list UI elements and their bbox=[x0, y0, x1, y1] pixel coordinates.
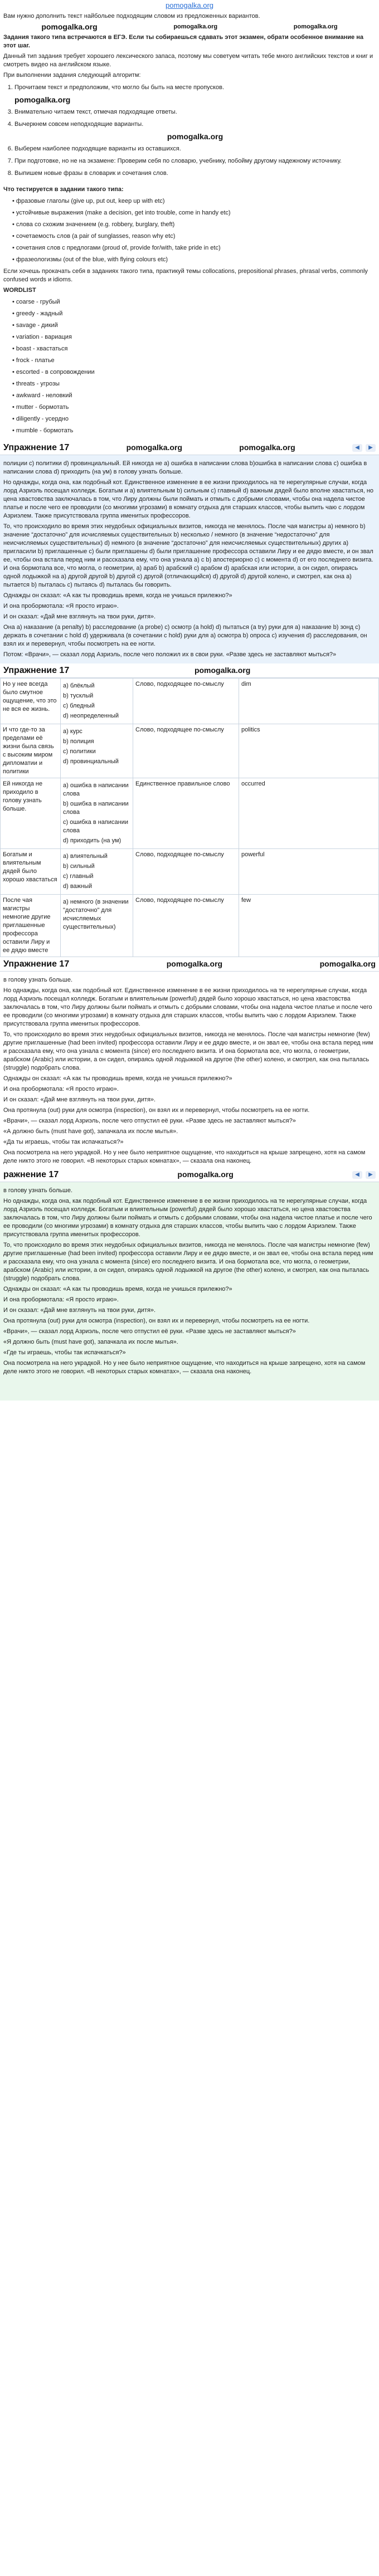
watermark: pomogalka.org bbox=[41, 22, 98, 31]
option-item: c) ошибка в написании слова bbox=[63, 819, 129, 834]
exercise-text: То, что происходило во время этих неудобных официальных визитов, никогда не менялось. После чая магистры немногие (few) другие приглашенные (had been invited) профессора оставили Лиру и ее дядю вместе, и он звал ее, чтобы она встала перед ним и рассказала ему, что она узнала с момента (since) его последнего визита. И она бормотала все, что могла, о геометрии, арабском (Arabic) или истории, а он сидел, опираясь одной лодыжкой на другое (the other) колено, и смотрел, как она пыталась (struggle) подобрать слова. bbox=[3, 1242, 373, 1282]
answer-row bbox=[1, 849, 379, 895]
algorithm-heading: При выполнении задания следующий алгоритм: bbox=[3, 72, 141, 79]
exercise-header bbox=[0, 441, 379, 455]
exercise-header bbox=[0, 957, 379, 972]
word-item: • variation - вариация bbox=[12, 333, 376, 341]
watermark: pomogalka.org bbox=[166, 959, 223, 968]
option-item: d) приходить (на ум) bbox=[63, 837, 122, 844]
watermark: pomogalka.org bbox=[194, 666, 251, 675]
step-item: 1. Прочитаем текст и предположим, что могло бы быть на месте пропусков. bbox=[14, 84, 376, 92]
watermark: pomogalka.org bbox=[14, 95, 71, 104]
exercise-text: И он сказал: «Дай мне взглянуть на твои руки, дитя». bbox=[3, 1307, 156, 1314]
option-item: b) тусклый bbox=[63, 692, 94, 699]
word-item: • threats - угрозы bbox=[12, 380, 376, 388]
sentence-cell: Ей никогда не приходило в голову узнать больше. bbox=[1, 778, 61, 849]
exercise-text: «Врачи», — сказал лорд Азриэль, после чего отпустил её руки. «Разве здесь не заставляют мыться?» bbox=[3, 1328, 296, 1335]
wordlist bbox=[12, 298, 376, 435]
exercise-text: Потом: «Врачи», — сказал лорд Азриэль, после чего положил их в свои руки. «Разве здесь не заставляют мыться?» bbox=[3, 651, 337, 658]
exercise-header bbox=[0, 1168, 379, 1182]
exercise-text: «Да ты играешь, чтобы так испачкаться?» bbox=[3, 1139, 124, 1145]
exercise-text: То, что происходило во время этих неудобных официальных визитов, никогда не менялось. После чая магистры a) немного b) значение “достаточно” для исчисляемых существительных b) несколько / немного (в значение “недостаточно” для неисчисляемых существительных) d) немного (в значение “достаточно” для неисчисляемых существительных) других a) пригласили b) приглашенные c) были приглашены d) были приглашение профессора оставили Лиру и ее дядю вместе, и он звал ее, чтобы она встала перед ним и рассказала ему, что она узнала a) с b) апостериорно c) с момента d) от его последнего визита. И она бормотала все, что могла, о геометрии, a) араб b) арабский c) арабом d) арабская или истории, а он сидел, опираясь одной лодыжкой на a) другой другой b) другой c) другой (отличающийся) d) другой d) другой колено, и смотрел, как она a) пытается b) пыталась c) пытаясь d) пыталась бы говорить. bbox=[3, 523, 373, 588]
word-item: • boast - хвастаться bbox=[12, 345, 376, 353]
exercise-text: И она пробормотала: «Я просто играю». bbox=[3, 1296, 119, 1303]
options-cell bbox=[61, 778, 133, 849]
option-item: b) сильный bbox=[63, 863, 95, 870]
watermark: pomogalka.org bbox=[126, 443, 182, 452]
meaning-cell: Слово, подходящее по-смыслу bbox=[133, 679, 239, 724]
option-item: a) немного (в значении "достаточно" для исчисляемых существительных) bbox=[63, 899, 129, 930]
tests-list bbox=[12, 197, 376, 264]
option-item: c) политики bbox=[63, 748, 96, 755]
tests-item: • сочетаемость слов (a pair of sunglasses, reason why etc) bbox=[12, 232, 376, 241]
watermark: pomogalka.org bbox=[319, 959, 376, 968]
tests-heading: Что тестируется в задании такого типа: bbox=[3, 186, 124, 193]
options-cell bbox=[61, 849, 133, 895]
meaning-cell: Единственное правильное слово bbox=[133, 778, 239, 849]
options-cell bbox=[61, 679, 133, 724]
option-item: d) неопределенный bbox=[63, 713, 119, 719]
answer-row bbox=[1, 724, 379, 778]
intro-section bbox=[0, 12, 379, 435]
answer-row bbox=[1, 679, 379, 724]
exercise-text: «Я должно быть (must have got), запачкала их после мытья». bbox=[3, 1339, 178, 1345]
exercise-title: ражнение 17 bbox=[3, 1170, 59, 1179]
exercise-text: И она пробормотала: «Я просто играю». bbox=[3, 603, 119, 609]
intro-note: Задания такого типа встречаются в ЕГЭ. Если ты собираешься сдавать этот экзамен, обрати особенное внимание на этот шаг. bbox=[3, 34, 363, 49]
watermark: pomogalka.org bbox=[167, 132, 223, 141]
watermark-row bbox=[3, 23, 376, 31]
exercise-text: Но однажды, когда она, как подобный кот. Единственное изменение в ее жизни приходилось на те нерегулярные случаи, когда лорд Азриэль посещал колледж. Богатым и влиятельным (powerful) дядей было хорошо хвастаться, но цена хвастовства заключалась в том, что Лиру должны были поймать и отмыть с добрыми словами, чтобы она надела чистое платье и после чего ее проводили (со многими угрозами) в комнату отдыха для старших классов, чтобы выпить чаю с лордом Азриэлем. Также присутствовала группа именитых профессоров. bbox=[3, 1198, 372, 1238]
word-item: • coarse - грубый bbox=[12, 298, 376, 306]
options-cell bbox=[61, 724, 133, 778]
option-item: a) влиятельный bbox=[63, 853, 108, 860]
tests-item: • устойчивые выражения (make a decision, get into trouble, come in handy etc) bbox=[12, 209, 376, 217]
answer-cell: politics bbox=[239, 724, 379, 778]
sentence-cell: Но у нее всегда было смутное ощущение, что это не вся ее жизнь. bbox=[1, 679, 61, 724]
exercise-text: То, что происходило во время этих неудобных официальных визитов, никогда не менялось. После чая магистры немногие (few) другие приглашенные (had been invited) профессора оставили Лиру и ее дядю вместе, и он звал ее, чтобы она встала перед ним и рассказала ему, что она узнала с момента (since) его последнего визита. И она бормотала все, что могла, о геометрии, арабском (Arabic) или истории, а он сидел, опираясь одной лодыжкой на другое (the other) колено, и смотрел, как она пыталась (struggle) подобрать слова. bbox=[3, 1031, 373, 1071]
step-item: 4. Вычеркнем совсем неподходящие варианты. bbox=[14, 120, 376, 129]
word-item: • awkward - неловкий bbox=[12, 392, 376, 400]
sentence-cell: Богатым и влиятельным дядей было хорошо хвастаться bbox=[1, 849, 61, 895]
tests-item: • слова со схожим значением (e.g. robbery, burglary, theft) bbox=[12, 221, 376, 229]
tests-item: • фразеологизмы (out of the blue, with flying colours etc) bbox=[12, 256, 376, 264]
exercise-controls bbox=[352, 1171, 376, 1179]
word-item: • greedy - жадный bbox=[12, 310, 376, 318]
option-item: a) ошибка в написании слова bbox=[63, 782, 129, 797]
word-item: • frock - платье bbox=[12, 357, 376, 365]
exercise-text: Она a) наказание (a penalty) b) расследование (a probe) c) осмотр (a hold) d) пытаться (a try) руки для a) наказание b) зонд c) держать в сочетании с hold d) удерживала (в сочетании с hold) руки для a) осмотра b) опроса c) изучения d) расследования, он взял их и перевернул, чтобы посмотреть на ее ногти. bbox=[3, 624, 367, 647]
next-icon[interactable]: ▶ bbox=[366, 1171, 376, 1179]
exercise-text: Однажды он сказал: «А как ты проводишь время, когда не учишься прилежно?» bbox=[3, 1075, 232, 1082]
site-link[interactable]: pomogalka.org bbox=[166, 1, 213, 9]
answer-row bbox=[1, 778, 379, 849]
option-item: c) бледный bbox=[63, 702, 95, 709]
option-item: a) блёклый bbox=[63, 682, 95, 689]
exercise-text: «Где ты играешь, чтобы так испачкаться?» bbox=[3, 1349, 126, 1356]
option-item: d) провинциальный bbox=[63, 758, 119, 765]
tests-item: • фразовые глаголы (give up, put out, keep up with etc) bbox=[12, 197, 376, 206]
exercise-text: «Врачи», — сказал лорд Азриэль, после чего отпустил её руки. «Разве здесь не заставляют мыться?» bbox=[3, 1118, 296, 1124]
step-item: 3. Внимательно читаем текст, отмечая подходящие ответы. bbox=[14, 108, 376, 116]
exercise-text: Она посмотрела на него украдкой. Но у нее было неприятное ощущение, что находиться на крыше запрещено, хотя на самом деле никто этого не говорил. «В некоторых старых комнатах», — сказала она наконец. bbox=[3, 1360, 366, 1375]
exercise-text: Но однажды, когда она, как подобный кот. Единственное изменение в ее жизни приходилось на те нерегулярные случаи, когда лорд Азриэль посещал колледж. Богатым и влиятельным (powerful) дядей было хорошо хвастаться, но цена хвастовства заключалась в том, что Лиру должны были поймать и отмыть с добрыми словами, чтобы она надела чистое платье и после чего ее проводили (со многими угрозами) в комнату отдыха для старших классов, чтобы выпить чаю с лордом Азриэлем. Также присутствовала группа именитых профессоров. bbox=[3, 987, 372, 1027]
watermark: pomogalka.org bbox=[177, 1170, 234, 1179]
exercise-title: Упражнение 17 bbox=[3, 666, 70, 675]
exercise-text: И он сказал: «Дай мне взглянуть на твои руки, дитя». bbox=[3, 1096, 156, 1103]
option-item: c) главный bbox=[63, 873, 94, 880]
answer-cell: dim bbox=[239, 679, 379, 724]
exercise-header bbox=[0, 663, 379, 678]
prev-icon[interactable]: ◀ bbox=[352, 444, 362, 452]
tests-item: • сочетания слов с предлогами (proud of, provide for/with, take pride in etc) bbox=[12, 244, 376, 252]
next-icon[interactable]: ▶ bbox=[366, 444, 376, 452]
algorithm-steps bbox=[14, 84, 376, 178]
option-item: b) полиция bbox=[63, 738, 94, 745]
answer-row bbox=[1, 895, 379, 957]
meaning-cell: Слово, подходящее по-смыслу bbox=[133, 724, 239, 778]
intro-advice: Данный тип задания требует хорошего лексического запаса, поэтому мы советуем читать тебе много английских текстов и книг и смотреть видео на английском языке. bbox=[3, 53, 373, 68]
watermark: pomogalka.org bbox=[293, 23, 338, 30]
step-item: 7. При подготовке, но не на экзамене: Проверим себя по словарю, учебнику, побойму другому надежному источнику. bbox=[14, 157, 376, 165]
exercise-text: Она протянула (out) руки для осмотра (inspection), он взял их и перевернул, чтобы посмотреть на ее ногти. bbox=[3, 1318, 310, 1324]
meaning-cell: Слово, подходящее по-смыслу bbox=[133, 849, 239, 895]
exercise-text: Однажды он сказал: «А как ты проводишь время, когда не учишься прилежно?» bbox=[3, 592, 232, 599]
exercise-text: в голову узнать больше. bbox=[3, 1187, 73, 1194]
answer-cell: few bbox=[239, 895, 379, 957]
watermark: pomogalka.org bbox=[239, 443, 295, 452]
exercise-2-section bbox=[0, 678, 379, 957]
word-item: • mumble - бормотать bbox=[12, 427, 376, 435]
exercise-text: в голову узнать больше. bbox=[3, 977, 73, 983]
step-item: 8. Выпишем новые фразы в словарик и сочетания слов. bbox=[14, 169, 376, 178]
answer-table bbox=[0, 678, 379, 957]
exercise-text: Она протянула (out) руки для осмотра (inspection), он взял их и перевернул, чтобы посмотреть на ее ногти. bbox=[3, 1107, 310, 1114]
step-item: 6. Выберем наиболее подходящие варианты из оставшихся. bbox=[14, 145, 376, 153]
option-item: a) курс bbox=[63, 728, 82, 735]
meaning-cell: Слово, подходящее по-смыслу bbox=[133, 895, 239, 957]
exercise-text: Однажды он сказал: «А как ты проводишь время, когда не учишься прилежно?» bbox=[3, 1286, 232, 1292]
exercise-1-section bbox=[0, 455, 379, 663]
wordlist-heading: WORDLIST bbox=[3, 287, 36, 294]
exercise-text: полиции c) политики d) провинциальный. Ей никогда не a) ошибка в написании слова b)ошибка в написании слова c) ошибка в написании слова d) приходить (на ум) в голову узнать больше. bbox=[3, 460, 367, 475]
answer-cell: powerful bbox=[239, 849, 379, 895]
options-cell bbox=[61, 895, 133, 957]
exercise-controls bbox=[352, 444, 376, 452]
exercise-text: И он сказал: «Дай мне взглянуть на твои руки, дитя». bbox=[3, 613, 156, 620]
watermark: pomogalka.org bbox=[173, 23, 218, 30]
exercise-text: Она посмотрела на него украдкой. Но у нее было неприятное ощущение, что находиться на крыше запрещено, хотя на самом деле никто этого не говорил. «В некоторых старых комнатах», — сказала она наконец. bbox=[3, 1149, 366, 1164]
exercise-title: Упражнение 17 bbox=[3, 443, 70, 452]
word-item: • escorted - в сопровождении bbox=[12, 368, 376, 377]
answer-cell: occurred bbox=[239, 778, 379, 849]
word-item: • mutter - бормотать bbox=[12, 403, 376, 412]
word-item: • diligently - усердно bbox=[12, 415, 376, 423]
exercise-text: Но однажды, когда она, как подобный кот. Единственное изменение в ее жизни приходилось на те нерегулярные случаи, когда лорд Азриэль посещал колледж. Богатым и a) влиятельным b) сильным c) главный d) важным дядей было вполне хвастаться, но цена хвастовства заключалась в том, что Лиру должны были поймать и отмыть с добрыми словами, чтобы она надела чистое платье и после чего ее проводили (со многими угрозами) в комнату отдыха для старших классов, чтобы выпить чаю с лордом Азриэлем. Также присутствовала группа именитых профессоров. bbox=[3, 479, 374, 519]
exercise-text: «А должно быть (must have got), запачкала их после мытья». bbox=[3, 1128, 178, 1135]
option-item: b) ошибка в написании слова bbox=[63, 801, 129, 816]
exercise-text: И она пробормотала: «Я просто играю». bbox=[3, 1086, 119, 1092]
intro-text: Вам нужно дополнить текст найбольее подходящим словом из предложенных вариантов. bbox=[3, 13, 260, 19]
exercise-title: Упражнение 17 bbox=[3, 959, 70, 969]
prev-icon[interactable]: ◀ bbox=[352, 1171, 362, 1179]
option-item: d) важный bbox=[63, 883, 93, 890]
sentence-cell: И что где-то за пределами её жизни была связь с высоким миром дипломатии и политики bbox=[1, 724, 61, 778]
tests-advice: Если хочешь прокачать себя в заданиях такого типа, практикуй темы collocations, prepositional phrases, phrasal verbs, commonly confused words и idioms. bbox=[3, 268, 368, 283]
sentence-cell: После чая магистры немногие другие приглашенные профессора оставили Лиру и ее дядю вместе bbox=[1, 895, 61, 957]
word-item: • savage - дикий bbox=[12, 321, 376, 330]
exercise-4-section bbox=[0, 1182, 379, 1401]
exercise-3-section bbox=[0, 972, 379, 1165]
